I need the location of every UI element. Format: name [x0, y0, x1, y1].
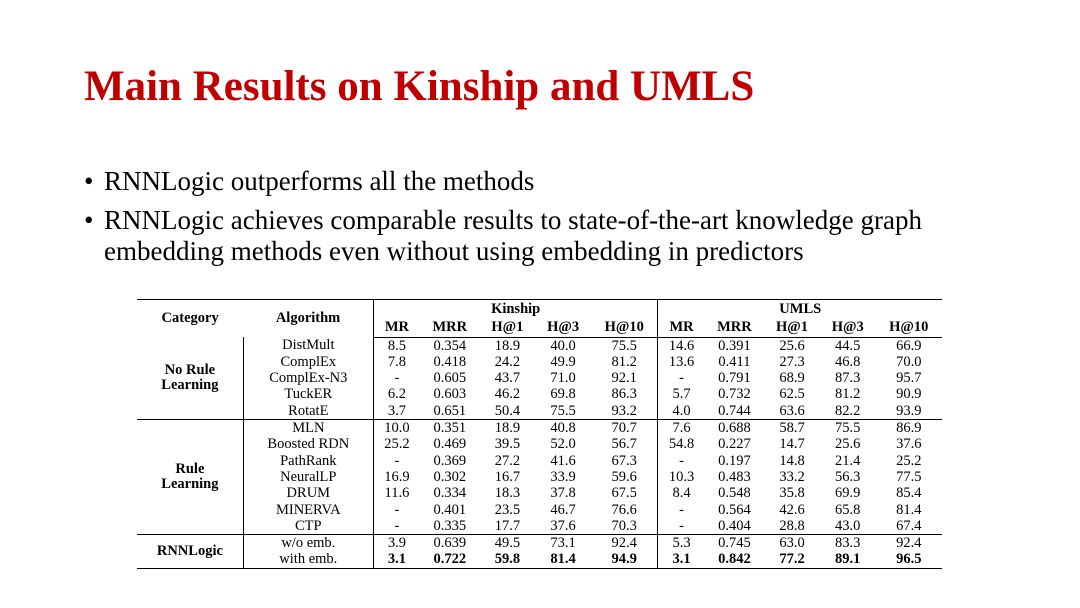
- kinship-value-cell: 11.6: [384, 485, 410, 502]
- kinship-value-cell: 67.5: [591, 485, 658, 501]
- metric-header: H@10: [591, 318, 658, 337]
- umls-value-cell: 63.0: [779, 535, 805, 552]
- kinship-value-cell: 43.7: [494, 370, 521, 387]
- umls-value-cell: 70.0: [896, 353, 922, 370]
- algorithm-cell: with emb.: [243, 551, 373, 568]
- kinship-value-cell: 0.351: [433, 420, 467, 437]
- metric-header: MRR: [705, 318, 765, 337]
- category-cell: RNNLogic: [137, 535, 243, 569]
- umls-value-cell: 35.8: [779, 485, 805, 502]
- bullet-list: [84, 166, 1044, 275]
- umls-value-cell: 25.6: [835, 436, 861, 453]
- umls-value-cell: 89.1: [820, 551, 876, 568]
- kinship-value-cell: 75.5: [535, 403, 591, 420]
- kinship-value-cell: 3.7: [373, 403, 420, 420]
- kinship-value-cell: 70.3: [591, 518, 658, 535]
- umls-value-cell: 0.732: [718, 386, 751, 403]
- umls-value-cell: 93.9: [876, 403, 942, 420]
- table-row: [137, 469, 942, 485]
- category-cell: No Rule Learning: [137, 337, 243, 419]
- metric-header: MRR: [420, 318, 480, 337]
- kinship-value-cell: 56.7: [591, 436, 658, 452]
- table-row: [137, 551, 942, 568]
- kinship-value-cell: 18.9: [494, 337, 521, 354]
- table-row: [137, 436, 942, 452]
- kinship-value-cell: 49.9: [550, 353, 576, 370]
- umls-value-cell: 0.548: [718, 485, 751, 502]
- kinship-value-cell: 0.369: [433, 452, 467, 469]
- metric-header: H@1: [480, 318, 536, 337]
- kinship-value-cell: 16.7: [494, 468, 521, 485]
- umls-value-cell: 77.5: [896, 468, 922, 485]
- kinship-value-cell: 0.639: [433, 535, 467, 552]
- umls-value-cell: -: [679, 452, 684, 469]
- umls-value-cell: 8.4: [672, 485, 691, 502]
- kinship-value-cell: -: [394, 452, 400, 469]
- kinship-value-cell: 0.651: [420, 403, 480, 420]
- umls-value-cell: 43.0: [820, 518, 876, 535]
- kinship-value-cell: 25.2: [384, 436, 410, 453]
- umls-value-cell: 25.6: [779, 337, 805, 354]
- umls-value-cell: 85.4: [896, 485, 922, 502]
- table-row: [137, 403, 942, 420]
- metric-header: H@3: [535, 318, 591, 337]
- kinship-value-cell: 7.8: [387, 353, 406, 370]
- umls-value-cell: 5.7: [672, 386, 691, 403]
- umls-value-cell: 28.8: [764, 518, 820, 535]
- kinship-value-cell: 0.335: [420, 518, 480, 535]
- algorithm-cell: ComplEx-N3: [243, 370, 373, 386]
- umls-value-cell: 21.4: [835, 452, 861, 469]
- umls-value-cell: -: [658, 518, 705, 535]
- bullet-item: [84, 166, 1044, 197]
- kinship-value-cell: 49.5: [494, 535, 521, 552]
- bullet-dot-icon: •: [84, 166, 94, 196]
- kinship-value-cell: 93.2: [591, 403, 658, 420]
- umls-value-cell: 87.3: [835, 370, 861, 387]
- kinship-value-cell: 18.9: [494, 420, 521, 437]
- umls-value-cell: 82.2: [820, 403, 876, 420]
- kinship-value-cell: 76.6: [591, 502, 658, 518]
- umls-value-cell: 0.791: [718, 370, 751, 387]
- kinship-value-cell: -: [394, 501, 400, 518]
- umls-value-cell: 81.4: [896, 501, 922, 518]
- kinship-value-cell: 40.0: [550, 337, 576, 354]
- umls-value-cell: 33.2: [779, 468, 805, 485]
- kinship-value-cell: 94.9: [591, 551, 658, 568]
- algorithm-cell: TuckER: [243, 386, 373, 402]
- algorithm-cell: DistMult: [243, 337, 373, 354]
- algorithm-cell: Boosted RDN: [243, 436, 373, 452]
- umls-value-cell: 0.745: [718, 535, 751, 552]
- kinship-value-cell: 0.605: [433, 370, 467, 387]
- umls-value-cell: 13.6: [668, 353, 695, 370]
- umls-value-cell: 14.6: [668, 337, 695, 354]
- metric-header: H@10: [876, 318, 942, 337]
- umls-value-cell: 14.8: [779, 452, 805, 469]
- umls-value-cell: 42.6: [779, 501, 805, 518]
- umls-value-cell: 56.3: [835, 468, 861, 485]
- kinship-header: Kinship: [373, 300, 658, 319]
- kinship-value-cell: 18.3: [494, 485, 521, 502]
- kinship-value-cell: 92.4: [591, 535, 658, 552]
- umls-value-cell: 65.8: [835, 501, 861, 518]
- umls-value-cell: 0.842: [705, 551, 765, 568]
- kinship-value-cell: 0.722: [420, 551, 480, 568]
- algorithm-cell: MINERVA: [243, 502, 373, 518]
- umls-value-cell: 5.3: [672, 535, 691, 552]
- table-row: [137, 354, 942, 370]
- umls-value-cell: 58.7: [779, 420, 805, 437]
- table-row: [137, 420, 942, 437]
- kinship-value-cell: 0.469: [433, 436, 467, 453]
- umls-value-cell: 96.5: [876, 551, 942, 568]
- slide-title: Main Results on Kinship and UMLS: [84, 63, 755, 110]
- umls-header: UMLS: [658, 300, 942, 319]
- umls-value-cell: 67.4: [876, 518, 942, 535]
- category-header: Category: [137, 300, 243, 338]
- kinship-value-cell: 33.9: [550, 468, 576, 485]
- kinship-value-cell: 23.5: [494, 501, 521, 518]
- kinship-value-cell: 81.2: [591, 354, 658, 370]
- umls-value-cell: 92.4: [896, 535, 922, 552]
- umls-value-cell: 86.9: [896, 420, 922, 437]
- umls-value-cell: 0.391: [718, 337, 751, 354]
- umls-value-cell: 0.483: [718, 468, 751, 485]
- kinship-value-cell: 3.9: [387, 535, 406, 552]
- kinship-value-cell: 0.302: [433, 468, 467, 485]
- umls-value-cell: 68.9: [779, 370, 805, 387]
- kinship-value-cell: -: [373, 518, 420, 535]
- algorithm-cell: NeuralLP: [243, 469, 373, 485]
- metric-header: H@1: [764, 318, 820, 337]
- table-row: [137, 502, 942, 518]
- kinship-value-cell: 8.5: [387, 337, 406, 354]
- kinship-value-cell: 41.6: [550, 452, 576, 469]
- kinship-value-cell: 0.603: [433, 386, 467, 403]
- kinship-value-cell: 24.2: [494, 353, 521, 370]
- umls-value-cell: 27.3: [779, 353, 805, 370]
- umls-value-cell: 77.2: [764, 551, 820, 568]
- umls-value-cell: 54.8: [668, 436, 695, 453]
- umls-value-cell: 37.6: [896, 436, 922, 453]
- table-row: [137, 386, 942, 402]
- umls-value-cell: 62.5: [779, 386, 805, 403]
- category-cell: Rule Learning: [137, 420, 243, 535]
- kinship-value-cell: 92.1: [591, 370, 658, 386]
- kinship-value-cell: 16.9: [384, 468, 410, 485]
- kinship-value-cell: 67.3: [591, 453, 658, 469]
- table-row: [137, 370, 942, 386]
- kinship-value-cell: 86.3: [591, 386, 658, 402]
- table-header-row: [137, 300, 942, 319]
- kinship-value-cell: 59.8: [480, 551, 536, 568]
- kinship-value-cell: 3.1: [373, 551, 420, 568]
- algorithm-cell: w/o emb.: [243, 535, 373, 552]
- kinship-value-cell: 40.8: [550, 420, 576, 437]
- table-row: [137, 453, 942, 469]
- umls-value-cell: 10.3: [668, 468, 695, 485]
- kinship-value-cell: 17.7: [480, 518, 536, 535]
- umls-value-cell: 25.2: [896, 452, 922, 469]
- umls-value-cell: 66.9: [896, 337, 922, 354]
- umls-value-cell: 69.9: [835, 485, 861, 502]
- umls-value-cell: 0.688: [718, 420, 751, 437]
- bullet-item: [84, 205, 1044, 267]
- algorithm-cell: PathRank: [243, 453, 373, 469]
- umls-value-cell: 3.1: [658, 551, 705, 568]
- metric-header: MR: [373, 318, 420, 337]
- algorithm-cell: ComplEx: [243, 354, 373, 370]
- umls-value-cell: 7.6: [672, 420, 691, 437]
- umls-value-cell: 0.227: [718, 436, 751, 453]
- umls-value-cell: -: [679, 501, 684, 518]
- kinship-value-cell: 69.8: [550, 386, 576, 403]
- algorithm-cell: CTP: [243, 518, 373, 535]
- bullet-text: RNNLogic outperforms all the methods: [104, 166, 535, 196]
- kinship-value-cell: 81.4: [535, 551, 591, 568]
- algorithm-header: Algorithm: [243, 300, 373, 338]
- bullet-text: RNNLogic achieves comparable results to state-of-the-art knowledge graph embedding methods even without using embedding in predictors: [104, 205, 922, 266]
- umls-value-cell: 95.7: [896, 370, 922, 387]
- umls-value-cell: 14.7: [779, 436, 805, 453]
- kinship-value-cell: 70.7: [591, 420, 658, 437]
- results-table: [137, 299, 942, 569]
- umls-value-cell: 81.2: [835, 386, 861, 403]
- kinship-value-cell: 73.1: [550, 535, 576, 552]
- kinship-value-cell: 46.2: [494, 386, 521, 403]
- umls-value-cell: 0.404: [705, 518, 765, 535]
- kinship-value-cell: 71.0: [550, 370, 576, 387]
- algorithm-cell: RotatE: [243, 403, 373, 420]
- table-row: [137, 337, 942, 354]
- umls-value-cell: 83.3: [835, 535, 861, 552]
- umls-value-cell: 75.5: [835, 420, 861, 437]
- umls-value-cell: -: [679, 370, 684, 387]
- umls-value-cell: 0.197: [718, 452, 751, 469]
- algorithm-cell: DRUM: [243, 485, 373, 501]
- umls-value-cell: 44.5: [835, 337, 861, 354]
- metric-header: MR: [658, 318, 705, 337]
- kinship-value-cell: 59.6: [591, 469, 658, 485]
- kinship-value-cell: 27.2: [494, 452, 521, 469]
- kinship-value-cell: 50.4: [480, 403, 536, 420]
- kinship-value-cell: 10.0: [384, 420, 410, 437]
- kinship-value-cell: 37.8: [550, 485, 576, 502]
- umls-value-cell: 0.411: [718, 353, 751, 370]
- kinship-value-cell: 37.6: [535, 518, 591, 535]
- kinship-value-cell: 46.7: [550, 501, 576, 518]
- umls-value-cell: 0.564: [718, 501, 751, 518]
- umls-value-cell: 0.744: [705, 403, 765, 420]
- table-row: [137, 485, 942, 501]
- algorithm-cell: MLN: [243, 420, 373, 437]
- table-body: [137, 337, 942, 568]
- kinship-value-cell: 0.354: [433, 337, 467, 354]
- kinship-value-cell: 6.2: [387, 386, 406, 403]
- kinship-value-cell: 39.5: [494, 436, 521, 453]
- umls-value-cell: 63.6: [764, 403, 820, 420]
- kinship-value-cell: 0.401: [433, 501, 467, 518]
- kinship-value-cell: 0.334: [433, 485, 467, 502]
- umls-value-cell: 90.9: [896, 386, 922, 403]
- table-row: [137, 535, 942, 552]
- umls-value-cell: 46.8: [835, 353, 861, 370]
- table-row: [137, 518, 942, 535]
- bullet-dot-icon: •: [84, 205, 94, 235]
- kinship-value-cell: 75.5: [591, 337, 658, 354]
- kinship-value-cell: -: [394, 370, 400, 387]
- kinship-value-cell: 52.0: [550, 436, 576, 453]
- metric-header: H@3: [820, 318, 876, 337]
- umls-value-cell: 4.0: [658, 403, 705, 420]
- kinship-value-cell: 0.418: [433, 353, 467, 370]
